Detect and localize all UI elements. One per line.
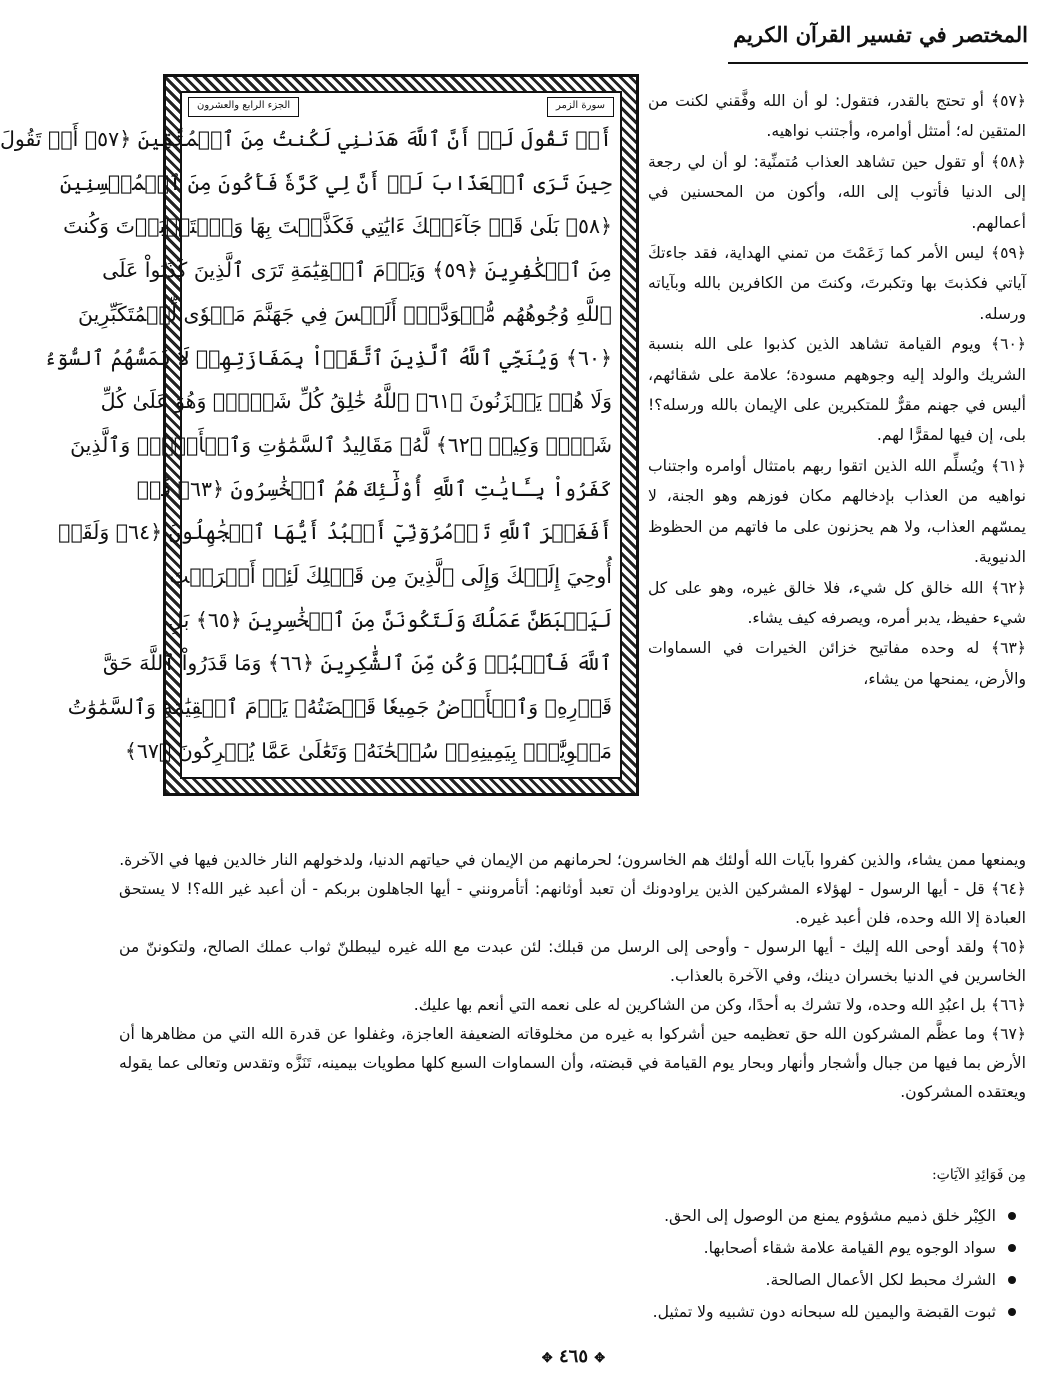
verse-line: ٱللَّهِ وُجُوهُهُم مُّسۡوَدَّةٌۚ أَلَيۡسَ فِي جَهَنَّمَ مَثۡوٗى لِّلۡمُتَكَبِّرِينَ bbox=[78, 301, 612, 326]
verse-line: وَلَا هُمۡ يَحۡزَنُونَ ﴿٦١﴾ ٱللَّهُ خَٰلِقُ كُلِّ شَيۡءٖۖ وَهُوَ عَلَىٰ كُلِّ bbox=[100, 389, 612, 414]
benefit-text: سواد الوجوه يوم القيامة علامة شقاء أصحابها. bbox=[703, 1239, 996, 1257]
verse-line: أَفَغَيۡرَ ٱللَّهِ تَأۡمُرُوٓنِّيٓ أَعۡبُدُ أَيُّهَا ٱلۡجَٰهِلُونَ ﴿٦٤﴾ وَلَقَدۡ bbox=[58, 520, 612, 545]
verse-line: أُوحِيَ إِلَيۡكَ وَإِلَى ٱلَّذِينَ مِن قَبۡلِكَ لَئِنۡ أَشۡرَكۡتَ bbox=[169, 564, 612, 589]
flourish-left-icon: ✥ bbox=[594, 1351, 606, 1366]
verse-line: مِنَ ٱلۡكَٰفِرِينَ ﴿٥٩﴾ وَيَوۡمَ ٱلۡقِيَٰمَةِ تَرَى ٱلَّذِينَ كَذَبُواْ عَلَى bbox=[102, 258, 612, 283]
verse-line: ﴿٥٨﴾ بَلَىٰ قَدۡ جَآءَتۡكَ ءَايَٰتِي فَكَذَّبۡتَ بِهَا وَٱسۡتَكۡبَرۡتَ وَكُنتَ bbox=[63, 214, 612, 239]
header-rule bbox=[728, 62, 1028, 64]
tafsir-62: ﴿٦٢﴾ الله خالق كل شيء، فلا خالق غيره، وهو على كل شيء حفيظ، يدبر أمره، ويصرفه كيف يشاء. bbox=[648, 578, 1026, 627]
tafsir-61: ﴿٦١﴾ ويُسلِّم الله الذين اتقوا ربهم بامتثال أوامره واجتناب نواهيه من العذاب بإدخالهم مكان فوزهم وهو الجنة، لا يمسّهم العذاب، ولا هم يحزنون على ما فاتهم من الحظوظ الدنيوية. bbox=[648, 456, 1026, 567]
verse-block bbox=[0, 121, 612, 769]
benefit-item bbox=[141, 1296, 1022, 1328]
benefit-text: الشرك محبط لكل الأعمال الصالحة. bbox=[765, 1271, 996, 1289]
verse-line: كَفَرُواْ بِـَٔايَٰتِ ٱللَّهِ أُوْلَٰٓئِكَ هُمُ ٱلۡخَٰسِرُونَ ﴿٦٣﴾ قُلۡ bbox=[136, 476, 612, 501]
juz-label: الجزء الرابع والعشرون bbox=[188, 97, 299, 117]
verse-line: ٱللَّهَ فَٱعۡبُدۡ وَكُن مِّنَ ٱلشَّٰكِرِينَ ﴿٦٦﴾ وَمَا قَدَرُواْ ٱللَّهَ حَقَّ bbox=[102, 651, 612, 676]
bullet-icon bbox=[1008, 1212, 1016, 1220]
frame-header bbox=[188, 97, 614, 117]
verse-line: لَيَحۡبَطَنَّ عَمَلُكَ وَلَتَكُونَنَّ مِنَ ٱلۡخَٰسِرِينَ ﴿٦٥﴾ بَلِ bbox=[168, 607, 612, 632]
verse-line: شَيۡءٖ وَكِيلٞ ﴿٦٢﴾ لَّهُۥ مَقَالِيدُ ٱلسَّمَٰوَٰتِ وَٱلۡأَرۡضِۗ وَٱلَّذِينَ bbox=[70, 432, 612, 457]
benefit-text: الكِبْر خلق ذميم مشؤوم يمنع من الوصول إلى الحق. bbox=[664, 1207, 996, 1225]
quran-frame bbox=[0, 74, 639, 796]
benefit-item bbox=[141, 1264, 1022, 1296]
bullet-icon bbox=[1008, 1244, 1016, 1252]
benefit-item bbox=[141, 1200, 1022, 1232]
tafsir-65: ﴿٦٥﴾ ولقد أوحى الله إليك - أيها الرسول - وأوحى إلى الرسل من قبلك: لئن عبدت مع الله غيره ليبطلنّ ثواب عملك الصالح، ولتكوننّ من الخاسرين في الدنيا بخسران دينك، وفي الآخرة بالعذاب. bbox=[119, 938, 1026, 985]
tafsir-66: ﴿٦٦﴾ بل اعبُدِ الله وحده، ولا تشرك به أحدًا، وكن من الشاكرين له على نعمه التي أنعم بها عليك. bbox=[413, 996, 1026, 1014]
quran-frame-inner bbox=[0, 91, 622, 779]
verse-line: مَطۡوِيَّٰتُۢ بِيَمِينِهِۦۚ سُبۡحَٰنَهُۥ وَتَعَٰلَىٰ عَمَّا يُشۡرِكُونَ ﴿٦٧﴾ bbox=[124, 738, 612, 763]
verse-line: أَوۡ تَقُولَ لَوۡ أَنَّ ٱللَّهَ هَدَىٰنِي لَكُنتُ مِنَ ٱلۡمُتَّقِينَ ﴿٥٧﴾ أَوۡ تَقُولَ bbox=[0, 127, 612, 151]
tafsir-right-column bbox=[648, 86, 1026, 694]
verse-line: حِينَ تَرَى ٱلۡعَذَابَ لَوۡ أَنَّ لِي كَرَّةٗ فَأَكُونَ مِنَ ٱلۡمُحۡسِنِينَ bbox=[59, 170, 612, 195]
tafsir-58: ﴿٥٨﴾ أو تقول حين تشاهد العذاب مُتمنِّية: لو أن لي رجعة إلى الدنيا فأتوب إلى الله، وأكون من المحسنين في أعمالهم. bbox=[648, 152, 1026, 232]
flourish-right-icon: ✥ bbox=[541, 1351, 553, 1366]
surah-label: سورة الزمر bbox=[547, 97, 614, 117]
benefit-text: ثبوت القبضة واليمين لله سبحانه دون تشبيه ولا تمثيل. bbox=[652, 1303, 996, 1321]
verse-line: ﴿٦٠﴾ وَيُنَجِّي ٱللَّهُ ٱلَّذِينَ ٱتَّقَوۡاْ بِمَفَازَتِهِمۡ لَا يَمَسُّهُمُ ٱلسُّوٓءُ bbox=[44, 345, 612, 370]
book-title: المختصر في تفسير القرآن الكريم bbox=[733, 22, 1028, 47]
bullet-icon bbox=[1008, 1276, 1016, 1284]
tafsir-67: ﴿٦٧﴾ وما عظَّم المشركون الله حق تعظيمه حين أشركوا به غيره من مخلوقاته الضعيفة العاجزة، وغفلوا عن قدرة الله التي من مظاهرها أن الأرض بما فيها من جبال وأشجار وأنهار وبحار يوم القيامة في قبضته، وأن السماوات السبع كلها مطويات بيمينه، تَنَزَّه وتقدس وتعالى عما يقوله ويعتقده المشركون. bbox=[119, 1025, 1026, 1101]
verse-line: قَدۡرِهِۦ وَٱلۡأَرۡضُ جَمِيعٗا قَبۡضَتُهُۥ يَوۡمَ ٱلۡقِيَٰمَةِ وَٱلسَّمَٰوَٰتُ bbox=[67, 695, 612, 720]
benefits-list bbox=[141, 1200, 1022, 1328]
page-number: ٤٦٥ bbox=[558, 1346, 588, 1367]
tafsir-59: ﴿٥٩﴾ ليس الأمر كما زَعَمْتَ من تمني الهداية، فقد جاءتكَ آياتي فكذبتَ بها وتكبرتَ، وكنتَ من الكافرين بالله وبآياته ورسله. bbox=[648, 244, 1026, 323]
benefit-item bbox=[141, 1232, 1022, 1264]
tafsir-63-rest: ويمنعها ممن يشاء، والذين كفروا بآيات الله أولئك هم الخاسرون؛ لحرمانهم من الإيمان في حياتهم الدنيا، ولدخولهم النار خالدين فيها في الآخرة. bbox=[119, 851, 1026, 869]
benefits-heading: مِن فَوَائِدِ الآيَاتِ: bbox=[931, 1167, 1026, 1183]
tafsir-63-start: ﴿٦٣﴾ له وحده مفاتيح خزائن الخيرات في السماوات والأرض، يمنحها من يشاء، bbox=[648, 639, 1026, 688]
tafsir-wide-block bbox=[119, 846, 1026, 1107]
tafsir-57: ﴿٥٧﴾ أو تحتج بالقدر، فتقول: لو أن الله وفَّقني لكنت من المتقين له؛ أمتثل أوامره، وأجتنب نواهيه. bbox=[648, 92, 1026, 141]
tafsir-60: ﴿٦٠﴾ ويوم القيامة تشاهد الذين كذبوا على الله بنسبة الشريك والولد إليه وجوههم مسودة؛ علامة على شقائهم، أليس في جهنم مقرٌّ للمتكبرين على الإيمان بالله ورسله؟! بلى، إن فيها لمقرًّا لهم. bbox=[648, 335, 1026, 445]
bullet-icon bbox=[1008, 1308, 1016, 1316]
tafsir-64: ﴿٦٤﴾ قل - أيها الرسول - لهؤلاء المشركين الذين يراودونك أن تعبد أوثانهم: أتأمرونني - أيها الجاهلون بربكم - أن أعبد غير الله؟! لا يستحق العبادة إلا الله وحده، فلن أعبد غيره. bbox=[119, 880, 1026, 927]
page-footer bbox=[101, 1346, 1046, 1367]
